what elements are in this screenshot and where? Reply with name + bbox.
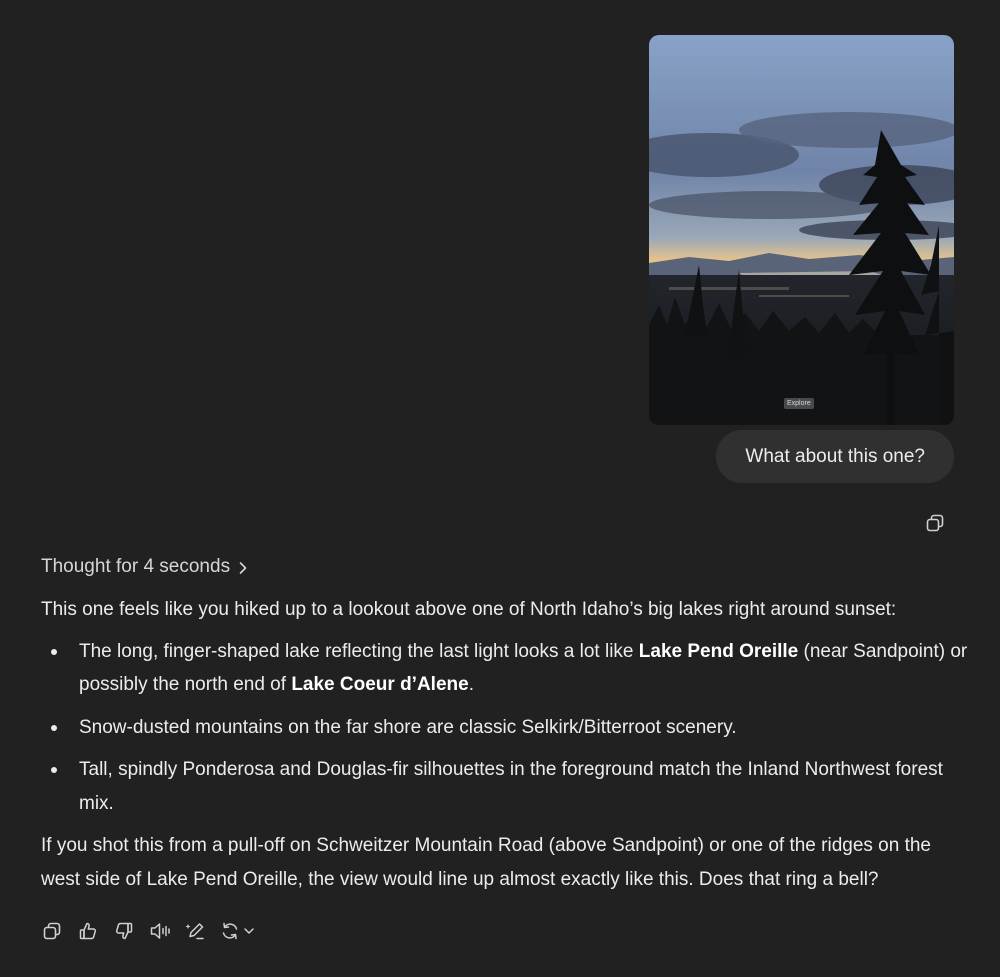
- regenerate-button[interactable]: [221, 920, 257, 942]
- list-item: [79, 635, 971, 702]
- edit-in-canvas-icon: [185, 921, 207, 941]
- bad-response-button[interactable]: [113, 920, 135, 942]
- edit-in-canvas-button[interactable]: [185, 920, 207, 942]
- bullet-bold-text: Lake Pend Oreille: [638, 640, 799, 662]
- copy-button[interactable]: [41, 920, 63, 942]
- user-message-text: What about this one?: [745, 445, 925, 467]
- read-aloud-button[interactable]: [149, 920, 171, 942]
- copy-user-message-button[interactable]: [924, 512, 946, 534]
- bullet-text: Tall, spindly Ponderosa and Douglas-fir silhouettes in the foreground match the Inland Northwest forest mix.: [79, 759, 943, 814]
- bullet-text: .: [468, 674, 474, 695]
- list-item: [79, 753, 971, 820]
- explore-tag[interactable]: Explore: [784, 398, 814, 409]
- bullet-text: (near Sandpoint) or possibly the north end of: [79, 640, 968, 695]
- regenerate-icon: [221, 921, 257, 941]
- sunset-lake-photo: [649, 35, 954, 425]
- copy-icon: [925, 513, 945, 533]
- bullet-text: Snow-dusted mountains on the far shore are classic Selkirk/Bitterroot scenery.: [79, 716, 737, 738]
- thumbs-up-icon: [78, 921, 98, 941]
- message-action-bar: [41, 920, 257, 942]
- copy-icon: [42, 921, 62, 941]
- answer-closing: If you shot this from a pull-off on Schweitzer Mountain Road (above Sandpoint) or one of the ridges on the west side of Lake Pend Oreille, the view would line up almost exactly like this. Does that ring a bell?: [41, 835, 932, 890]
- assistant-message: [41, 593, 971, 896]
- user-uploaded-photo[interactable]: [649, 35, 954, 425]
- answer-bullet-list: [41, 635, 971, 821]
- user-message-bubble: [716, 430, 954, 483]
- read-aloud-icon: [149, 921, 171, 941]
- chevron-right-icon: [238, 561, 248, 575]
- bullet-bold-text: Lake Coeur d’Alene: [291, 674, 469, 695]
- thumbs-down-icon: [114, 921, 134, 941]
- answer-intro: This one feels like you hiked up to a lookout above one of North Idaho’s big lakes right around sunset:: [41, 599, 897, 620]
- bullet-text: The long, finger-shaped lake reflecting the last light looks a lot like: [79, 640, 639, 662]
- chevron-down-icon[interactable]: [792, 412, 954, 425]
- thought-label: Thought for 4 seconds: [41, 556, 231, 577]
- good-response-button[interactable]: [77, 920, 99, 942]
- list-item: [79, 711, 971, 745]
- thought-toggle[interactable]: [41, 556, 248, 578]
